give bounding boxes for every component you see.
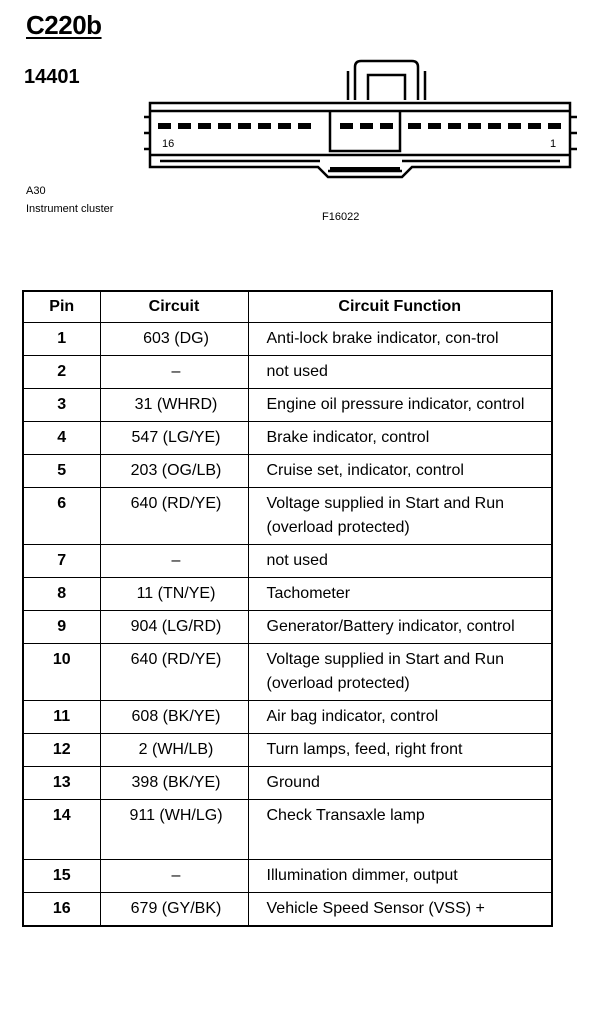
- table-row: [23, 356, 552, 389]
- circuit-cell: 640 (RD/YE): [100, 644, 248, 701]
- connector-diagram: [140, 55, 580, 195]
- pin-cell: 1: [23, 323, 100, 356]
- circuit-cell: 904 (LG/RD): [100, 611, 248, 644]
- table-row: [23, 893, 552, 927]
- function-cell: Brake indicator, control: [248, 422, 552, 455]
- function-cell: Illumination dimmer, output: [248, 860, 552, 893]
- circuit-cell: 398 (BK/YE): [100, 767, 248, 800]
- function-cell: Air bag indicator, control: [248, 701, 552, 734]
- pin-cell: 2: [23, 356, 100, 389]
- table-row: [23, 422, 552, 455]
- table-row: [23, 701, 552, 734]
- function-cell: Ground: [248, 767, 552, 800]
- table-header-row: [23, 291, 552, 323]
- column-header-pin: Pin: [23, 291, 100, 323]
- function-cell: Turn lamps, feed, right front: [248, 734, 552, 767]
- table-row: [23, 860, 552, 893]
- circuit-cell: 2 (WH/LB): [100, 734, 248, 767]
- table-row: [23, 734, 552, 767]
- table-row: [23, 767, 552, 800]
- circuit-cell: 608 (BK/YE): [100, 701, 248, 734]
- pin-cell: 16: [23, 893, 100, 927]
- circuit-cell: 603 (DG): [100, 323, 248, 356]
- function-cell: Check Transaxle lamp: [248, 800, 552, 860]
- location-code: A30: [26, 185, 46, 197]
- function-cell: Tachometer: [248, 578, 552, 611]
- circuit-cell: 640 (RD/YE): [100, 488, 248, 545]
- pin-cell: 7: [23, 545, 100, 578]
- pin-cell: 11: [23, 701, 100, 734]
- pin-cell: 13: [23, 767, 100, 800]
- table-row: [23, 488, 552, 545]
- function-cell: Cruise set, indicator, control: [248, 455, 552, 488]
- column-header-function: Circuit Function: [248, 291, 552, 323]
- circuit-cell: 31 (WHRD): [100, 389, 248, 422]
- table-row: [23, 455, 552, 488]
- part-number: 14401: [24, 66, 80, 88]
- circuit-cell: –: [100, 356, 248, 389]
- circuit-cell: 11 (TN/YE): [100, 578, 248, 611]
- pin-cell: 15: [23, 860, 100, 893]
- figure-code: F16022: [322, 211, 360, 223]
- circuit-cell: –: [100, 860, 248, 893]
- pin-cell: 9: [23, 611, 100, 644]
- function-cell: Anti-lock brake indicator, con-trol: [248, 323, 552, 356]
- table-row: [23, 545, 552, 578]
- pin-cell: 8: [23, 578, 100, 611]
- pin-first-label: 16: [162, 138, 175, 150]
- function-cell: Vehicle Speed Sensor (VSS) +: [248, 893, 552, 927]
- pin-cell: 12: [23, 734, 100, 767]
- pin-cell: 14: [23, 800, 100, 860]
- column-header-circuit: Circuit: [100, 291, 248, 323]
- function-cell: Voltage supplied in Start and Run (overload protected): [248, 644, 552, 701]
- pin-cell: 10: [23, 644, 100, 701]
- pin-cell: 3: [23, 389, 100, 422]
- function-cell: not used: [248, 356, 552, 389]
- circuit-cell: 203 (OG/LB): [100, 455, 248, 488]
- pin-cell: 5: [23, 455, 100, 488]
- table-row: [23, 389, 552, 422]
- function-cell: Engine oil pressure indicator, control: [248, 389, 552, 422]
- circuit-cell: 911 (WH/LG): [100, 800, 248, 860]
- table-row: [23, 800, 552, 860]
- table-row: [23, 578, 552, 611]
- circuit-cell: 547 (LG/YE): [100, 422, 248, 455]
- circuit-cell: –: [100, 545, 248, 578]
- table-row: [23, 611, 552, 644]
- pinout-table: [22, 290, 553, 927]
- function-cell: Voltage supplied in Start and Run (overload protected): [248, 488, 552, 545]
- pin-cell: 4: [23, 422, 100, 455]
- location-name: Instrument cluster: [26, 203, 114, 215]
- pin-cell: 6: [23, 488, 100, 545]
- table-row: [23, 644, 552, 701]
- circuit-cell: 679 (GY/BK): [100, 893, 248, 927]
- connector-title: C220b: [26, 10, 102, 40]
- table-row: [23, 323, 552, 356]
- function-cell: Generator/Battery indicator, control: [248, 611, 552, 644]
- pin-last-label: 1: [550, 138, 557, 150]
- function-cell: not used: [248, 545, 552, 578]
